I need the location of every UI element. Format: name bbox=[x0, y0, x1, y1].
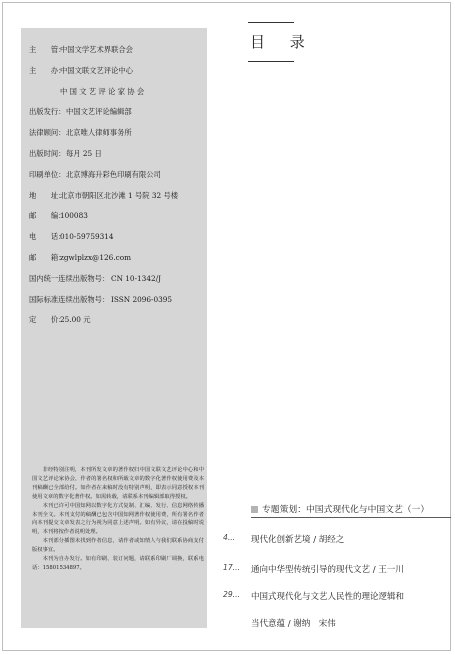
info-value: 100083 bbox=[60, 211, 88, 221]
info-value: 中国文艺评论编辑部 bbox=[66, 107, 132, 117]
info-row-address bbox=[29, 186, 207, 207]
info-value: zgwlplzx@126.com bbox=[60, 252, 132, 262]
info-value: 北京唯人律师事务所 bbox=[66, 128, 132, 138]
info-label: 出版发行： bbox=[29, 107, 66, 117]
info-label: 邮 箱： bbox=[29, 252, 66, 262]
toc-entry[interactable] bbox=[223, 533, 345, 545]
info-label: 邮 编： bbox=[29, 211, 66, 221]
info-row-printer bbox=[29, 165, 207, 186]
info-value: 北京市朝阳区北沙滩 1 号院 32 号楼 bbox=[60, 190, 179, 200]
publication-info-panel bbox=[21, 28, 207, 628]
toc-entry-continuation[interactable] bbox=[251, 617, 336, 629]
info-value: 中 国 文 艺 评 论 家 协 会 bbox=[60, 86, 145, 96]
info-row-price bbox=[29, 310, 207, 331]
notice-illustrations: 本刊部分插图未找到作者信息，请作者或知情人与我们联系协商支付版权事宜。 bbox=[32, 538, 204, 554]
info-value: ISSN 2096-0395 bbox=[111, 294, 173, 304]
copyright-notices bbox=[32, 466, 204, 573]
info-list bbox=[29, 40, 207, 331]
info-row-issn bbox=[29, 290, 207, 311]
info-label: 地 址： bbox=[29, 190, 66, 200]
section-heading bbox=[251, 502, 429, 515]
notice-cnki: 本刊已许可中国知网以数字化方式复制、汇编、发行、信息网络传播本刊全文。本刊支付的稿酬已包含中国知网著作权使用费，所有署名作者向本刊提交文章发表之行为视为同意上述声明。如有异议，请在投稿时说明，本刊将按作者说明处理。 bbox=[32, 502, 204, 536]
info-label: 法律顾问： bbox=[29, 128, 66, 138]
info-row-sponsor bbox=[29, 61, 207, 82]
square-bullet-icon bbox=[251, 506, 258, 513]
toc-entry[interactable] bbox=[223, 590, 405, 602]
info-row-publisher bbox=[29, 102, 207, 123]
info-row-phone bbox=[29, 227, 207, 248]
info-row-postcode bbox=[29, 206, 207, 227]
toc-entry-title: 现代化创新艺境 / 胡经之 bbox=[251, 535, 345, 545]
toc-title: 目 录 bbox=[250, 33, 315, 51]
toc-entry-page: 4... bbox=[223, 533, 236, 542]
toc-entry-title: 通向中华型传统引导的现代文艺 / 王一川 bbox=[251, 565, 404, 575]
info-value: 北京博海升彩色印刷有限公司 bbox=[66, 169, 161, 179]
toc-entry-page: 17... bbox=[223, 563, 240, 572]
info-label: 国际标准连续出版物号： bbox=[29, 294, 110, 304]
info-value: 010-59759314 bbox=[60, 232, 114, 242]
info-row-publish-date bbox=[29, 144, 207, 165]
info-value: 每月 25 日 bbox=[66, 148, 102, 158]
info-value: CN 10-1342/J bbox=[111, 273, 161, 283]
info-row-sponsor-2 bbox=[29, 82, 207, 103]
info-row-email bbox=[29, 248, 207, 269]
info-label: 电 话： bbox=[29, 232, 66, 242]
toc-entry-title: 当代意蕴 / 谢纳 宋伟 bbox=[251, 619, 336, 629]
info-label: 印刷单位： bbox=[29, 169, 66, 179]
toc-entry-title: 中国式现代化与文艺人民性的理论逻辑和 bbox=[251, 592, 405, 602]
info-label: 国内统一连续出版物号： bbox=[29, 273, 110, 283]
toc-header bbox=[248, 22, 315, 62]
info-row-cn-number bbox=[29, 269, 207, 290]
section-heading-text: 专题策划：中国式现代化与中国文艺（一） bbox=[262, 505, 430, 515]
toc-entry-page: 29... bbox=[223, 590, 240, 599]
info-value: 中国文联文艺评论中心 bbox=[60, 65, 133, 75]
notice-distribution: 本刊为自办发行。如有印刷、装订问题，请联系印刷厂调换，联系电话：15801534897。 bbox=[32, 556, 204, 571]
info-value: 中国文学艺术界联合会 bbox=[60, 45, 133, 54]
info-value: 25.00 元 bbox=[60, 315, 91, 325]
toc-entry[interactable] bbox=[223, 563, 404, 575]
info-label: 定 价： bbox=[29, 315, 66, 325]
info-label: 出版时间： bbox=[29, 148, 66, 158]
info-row-supervisor bbox=[29, 40, 207, 61]
info-label: 主 办： bbox=[29, 65, 66, 75]
info-label: 主 管： bbox=[29, 45, 66, 54]
notice-copyright: 非经特别注明，本刊所发文章的著作权归中国文联文艺评论中心和中国文艺评论家协会，作者的署名权和所载文章的数字化著作权使用费及本刊稿酬已全部给付。如作者在来稿时没有特别声明，即表示同意授权本刊使用文章的数字化著作权。如需转载，请联系本刊编辑部取得授权。 bbox=[32, 467, 204, 500]
info-row-legal-counsel bbox=[29, 123, 207, 144]
section-divider bbox=[251, 517, 451, 518]
